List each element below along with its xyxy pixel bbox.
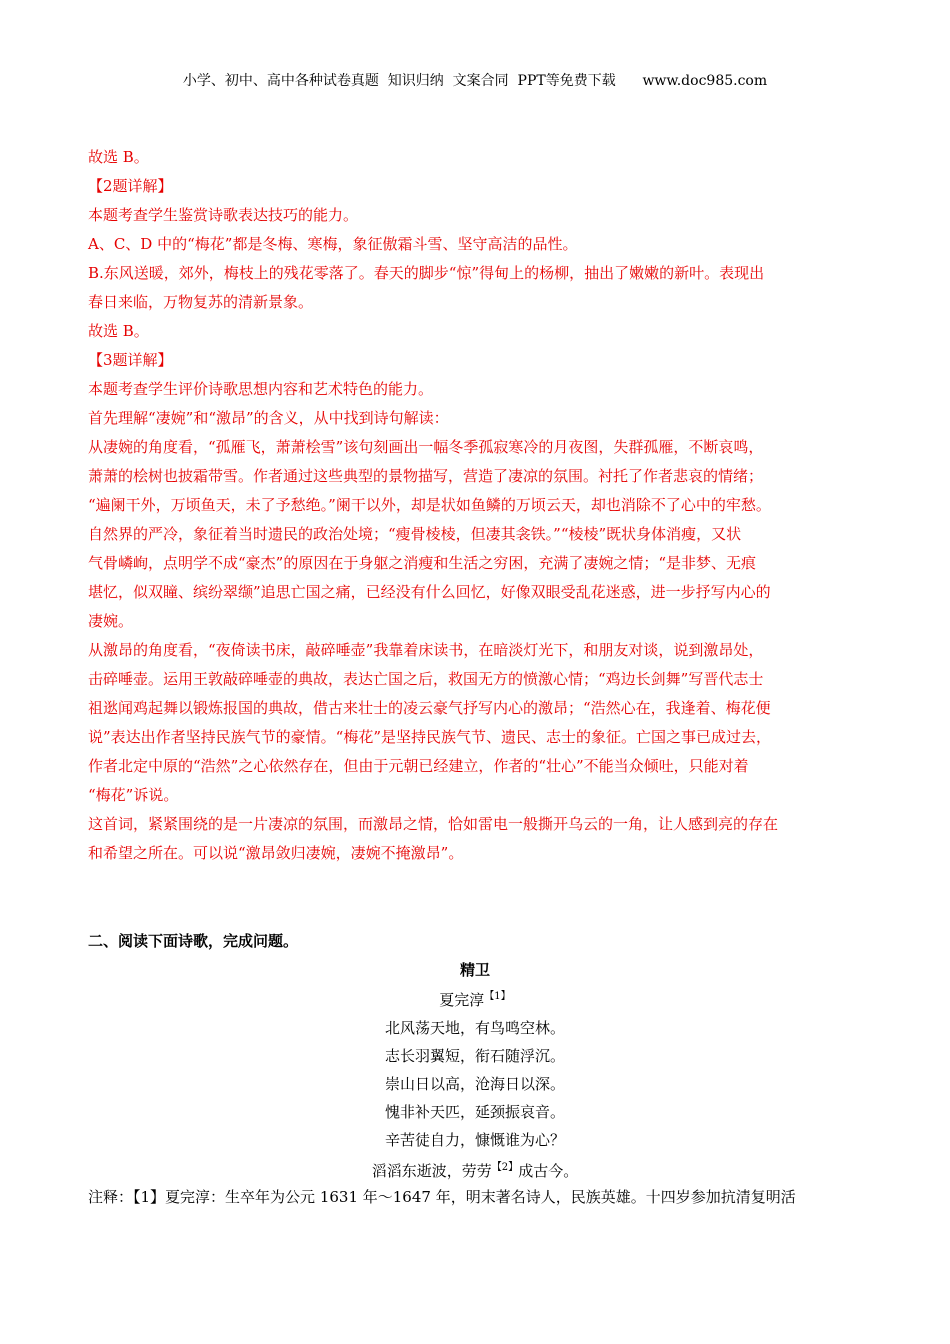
section-title: 二、阅读下面诗歌，完成问题。	[88, 932, 299, 950]
poem-line-text: 滔滔东逝波，劳劳	[371, 1162, 492, 1180]
poem-author-name: 夏完淳	[439, 991, 485, 1009]
answer-line: 作者北定中原的“浩然”之心依然存在，但由于元朝已经建立，作者的“壮心”不能当众倾吐，只能对着	[88, 757, 749, 775]
answer-line: 从凄婉的角度看，“孤雁飞，萧萧桧雪”该句刻画出一幅冬季孤寂寒冷的月夜图，失群孤雁，不断哀鸣，	[88, 438, 764, 456]
answer-line: 堪忆，似双瞳、缤纷翠缬”追思亡国之痛，已经没有什么回忆，好像双眼受乱花迷惑，进一步抒写内心的	[88, 583, 771, 601]
answer-explanation	[88, 143, 862, 868]
poem-line: 崇山日以高，沧海日以深。	[384, 1075, 565, 1093]
answer-block	[88, 143, 862, 868]
answer-line: 这首词，紧紧围绕的是一片凄凉的氛围，而激昂之情，恰如雷电一般撕开乌云的一角，让人感到亮的存在	[88, 815, 779, 833]
poem-author	[88, 983, 862, 1014]
answer-line: A、C、D 中的“梅花”都是冬梅、寒梅，象征傲霜斗雪、坚守高洁的品性。	[88, 235, 578, 253]
answer-line: 击碎唾壶。运用王敦敲碎唾壶的典故，表达亡国之后，救国无方的愤激心情；“鸡边长剑舞”写晋代志士	[88, 670, 764, 688]
answer-line: 气骨嶙峋，点明学不成“豪杰”的原因在于身躯之消瘦和生活之穷困，充满了凄婉之情；“是非梦、无痕	[88, 554, 757, 572]
answer-line: 萧萧的桧树也披霜带雪。作者通过这些典型的景物描写，营造了凄凉的氛围。衬托了作者悲哀的情绪；	[88, 467, 764, 485]
answer-line: 从激昂的角度看，“夜倚读书床，敲碎唾壶”我靠着床读书，在暗淡灯光下，和朋友对谈，说到激昂处，	[88, 641, 764, 659]
poem-title: 精卫	[459, 961, 490, 979]
poem-line: 愧非补天匹，延颈振哀音。	[384, 1103, 565, 1121]
footnote-marker: 【2】	[491, 1162, 519, 1173]
answer-line: 和希望之所在。可以说“激昂敛归凄婉，凄婉不掩激昂”。	[88, 844, 464, 862]
poem-line-text: 成古今。	[518, 1162, 579, 1180]
answer-line: 说”表达出作者坚持民族气节的豪情。“梅花”是坚持民族气节、遗民、志士的象征。亡国之事已成过去，	[88, 728, 772, 746]
answer-line: 自然界的严冷，象征着当时遗民的政治处境；“瘦骨棱棱，但凄其衾铁。”“棱棱”既状身体消瘦，又状	[88, 525, 742, 543]
answer-line: “遍阑干外，万顷鱼天，未了予愁绝。”阑干以外，却是状如鱼鳞的万顷云天，却也消除不了心中的牢愁。	[88, 496, 771, 514]
answer-line: 故选 B。	[88, 322, 149, 340]
question-2-heading: 【2题详解】	[88, 177, 173, 195]
answer-line: 凄婉。	[88, 612, 134, 630]
footnote: 注释：【1】夏完淳：生卒年为公元 1631 年～1647 年，明末著名诗人，民族英雄。十四岁参加抗清复明活	[88, 1188, 796, 1206]
answer-line: 祖逖闻鸡起舞以锻炼报国的典故，借古来壮士的凌云豪气抒写内心的激昂；“浩然心在，我逢着、梅花便	[88, 699, 771, 717]
answer-line: 首先理解“凄婉”和“激昂”的含义，从中找到诗句解读：	[88, 409, 449, 427]
poem-line: 志长羽翼短，衔石随浮沉。	[384, 1047, 565, 1065]
page-header: 小学、初中、高中各种试卷真题 知识归纳 文案合同 PPT等免费下载 www.doc985.com	[182, 73, 768, 89]
answer-line: 本题考查学生鉴赏诗歌表达技巧的能力。	[88, 206, 359, 224]
question-3-heading: 【3题详解】	[88, 351, 173, 369]
footnote-marker: 【1】	[484, 991, 511, 1002]
answer-line: “梅花”诉说。	[88, 786, 179, 804]
answer-line: 春日来临，万物复苏的清新景象。	[88, 293, 314, 311]
answer-line: 故选 B。	[88, 148, 149, 166]
poem-last-line	[88, 1154, 862, 1185]
answer-line: B.东风送暖，郊外，梅枝上的残花零落了。春天的脚步“惊”得甸上的杨柳，抽出了嫩嫩的新叶。表现出	[88, 264, 765, 282]
poem-line: 辛苦徒自力，慷慨谁为心？	[384, 1131, 565, 1149]
poem	[88, 957, 862, 1185]
answer-line: 本题考查学生评价诗歌思想内容和艺术特色的能力。	[88, 380, 434, 398]
poem-line: 北风荡天地，有鸟鸣空林。	[384, 1019, 565, 1037]
